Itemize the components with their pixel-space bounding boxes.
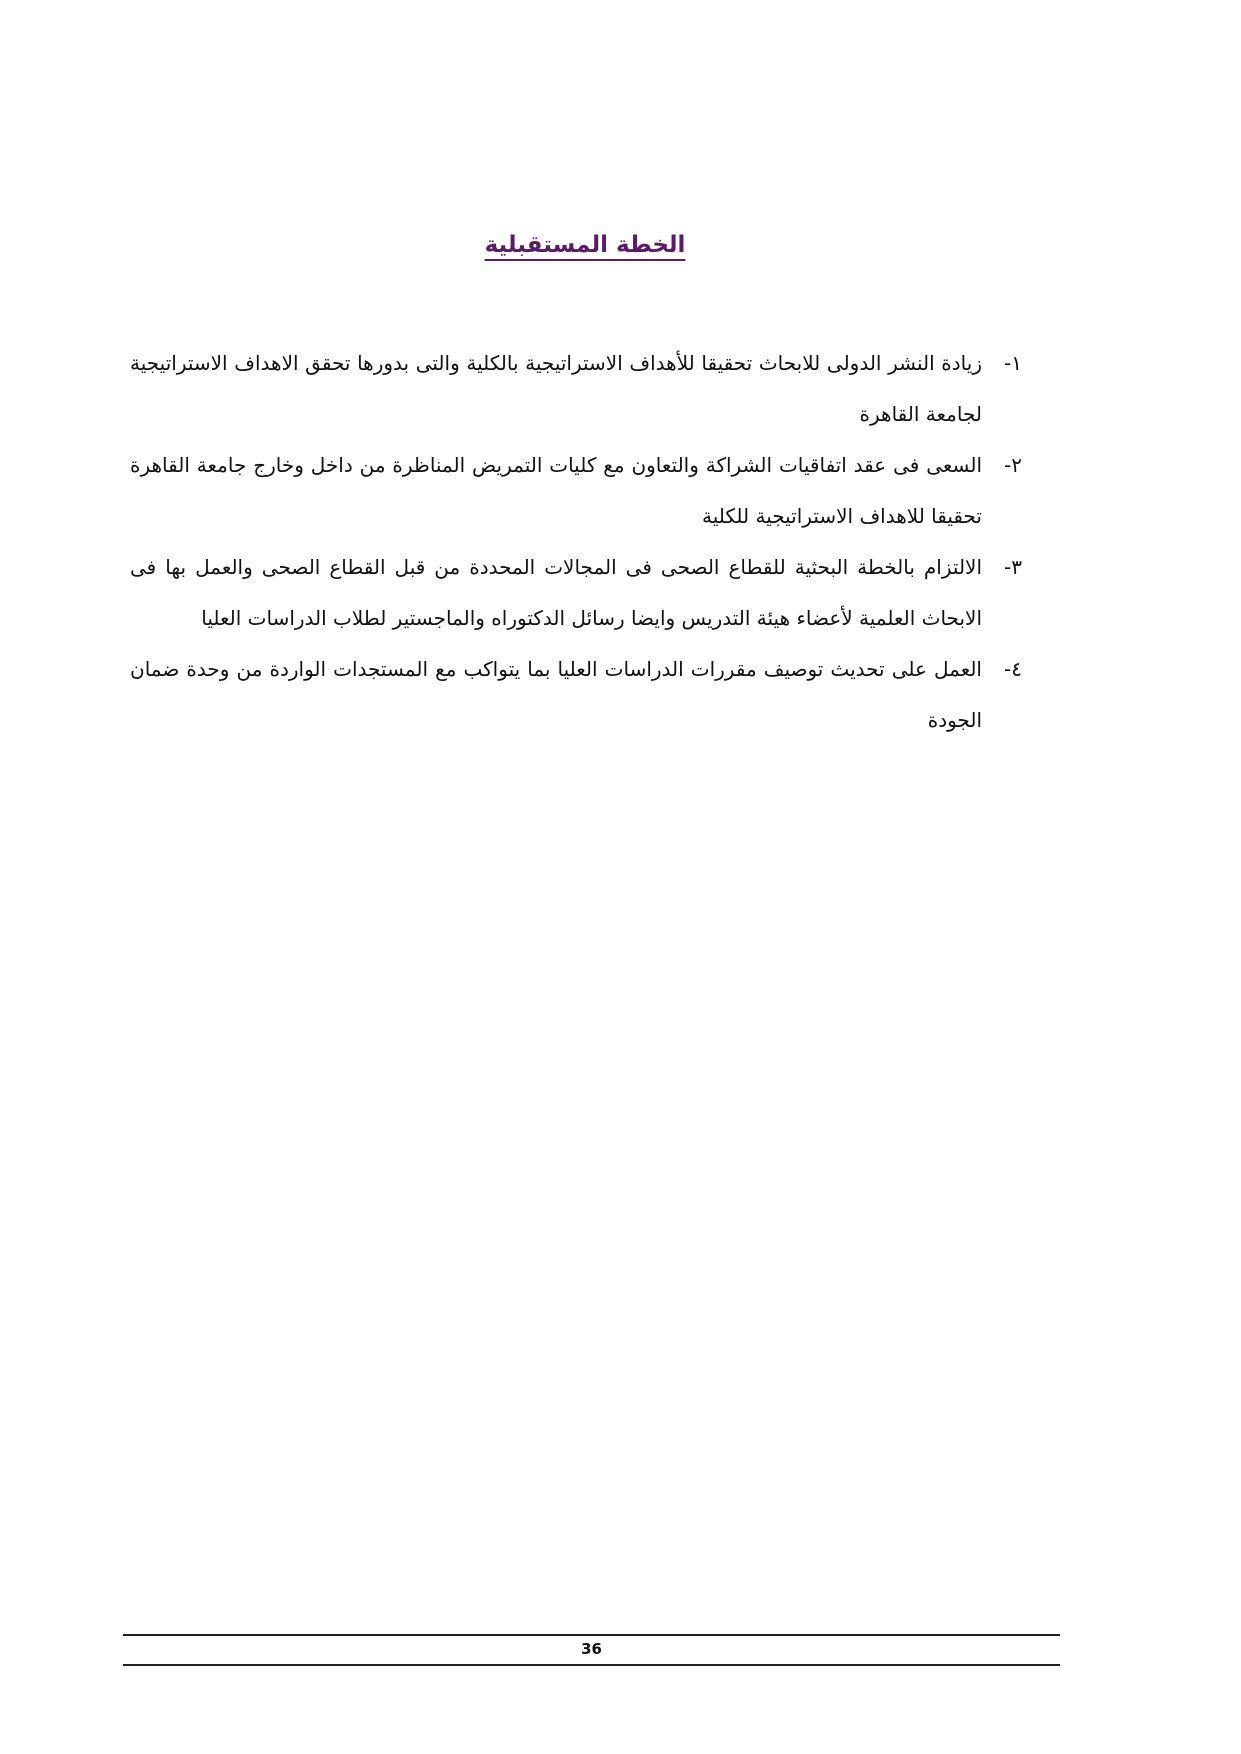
future-plan-list	[130, 338, 1022, 746]
list-item-text: الالتزام بالخطة البحثية للقطاع الصحى فى المجالات المحددة من قبل القطاع الصحى والعمل بها فى الابحاث العلمية لأعضاء هيئة التدريس وايضا رسائل الدكتوراه والماجستير لطلاب الدراسات العليا	[130, 555, 982, 630]
list-item	[130, 542, 1022, 644]
page-number: 36	[581, 1640, 602, 1658]
list-item-text: زيادة النشر الدولى للابحاث تحقيقا للأهداف الاستراتيجية بالكلية والتى بدورها تحقق الاهداف الاستراتيجية لجامعة القاهرة	[130, 351, 982, 426]
list-item	[130, 338, 1022, 440]
page-title-text: الخطة المستقبلية	[484, 232, 686, 258]
list-item	[130, 644, 1022, 746]
list-item-number: ٢-	[1004, 453, 1022, 477]
list-item	[130, 440, 1022, 542]
footer-divider-top	[123, 1634, 1060, 1636]
list-item-number: ٣-	[1004, 555, 1022, 579]
list-item-text: السعى فى عقد اتفاقيات الشراكة والتعاون مع كليات التمريض المناظرة من داخل وخارج جامعة القاهرة تحقيقا للاهداف الاستراتيجية للكلية	[130, 453, 982, 528]
list-item-number: ٤-	[1004, 657, 1022, 681]
list-item-text: العمل على تحديث توصيف مقررات الدراسات العليا بما يتواكب مع المستجدات الواردة من وحدة ضمان الجودة	[130, 657, 982, 732]
page-title	[0, 232, 1170, 258]
footer-divider-bottom	[123, 1664, 1060, 1666]
list-item-number: ١-	[1004, 351, 1022, 375]
